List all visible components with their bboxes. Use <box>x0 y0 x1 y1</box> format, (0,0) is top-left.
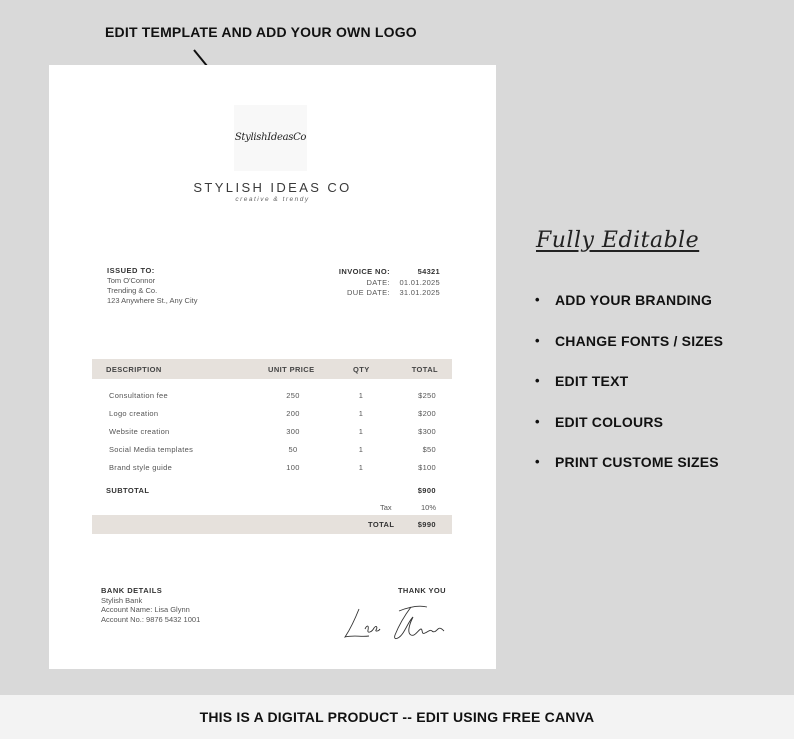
feature-item: • CHANGE FONTS / SIZES <box>535 333 723 374</box>
table-row <box>92 463 452 475</box>
due-date-label: DUE DATE: <box>346 288 390 297</box>
col-unit-price-header: UNIT PRICE <box>268 365 315 374</box>
cell-unit-price: 200 <box>286 409 300 418</box>
cell-qty: 1 <box>358 409 364 418</box>
issued-to-line: 123 Anywhere St., Any City <box>107 296 198 305</box>
total-label: TOTAL <box>368 520 395 529</box>
bank-line: Stylish Bank <box>101 595 143 605</box>
signature-icon <box>339 599 454 644</box>
bank-line: Account No.: 9876 5432 1001 <box>101 614 201 624</box>
cell-qty: 1 <box>358 427 364 436</box>
feature-list <box>535 292 723 495</box>
date-label: DATE: <box>366 277 390 287</box>
cell-total: $200 <box>418 409 436 418</box>
issued-to-line: Tom O'Connor <box>107 276 156 285</box>
cell-description: Website creation <box>109 427 170 436</box>
cell-qty: 1 <box>358 391 364 400</box>
cell-total: $50 <box>422 445 436 454</box>
invoice-no-label: INVOICE NO: <box>338 267 390 276</box>
col-qty-header: QTY <box>353 365 370 374</box>
feature-item: • EDIT TEXT <box>535 373 723 414</box>
issued-to-block <box>107 266 197 306</box>
tax-label: Tax <box>380 503 392 512</box>
cell-unit-price: 300 <box>286 427 300 436</box>
invoice-no-value: 54321 <box>417 267 440 276</box>
thank-you-label: THANK YOU <box>397 586 446 595</box>
fully-editable-title: Fully Editable <box>536 228 700 253</box>
table-header <box>92 359 452 379</box>
feature-item: • PRINT CUSTOME SIZES <box>535 454 723 495</box>
company-tagline: creative & trendy <box>235 196 310 203</box>
bank-details-label: BANK DETAILS <box>101 586 163 595</box>
table-row <box>92 445 452 457</box>
cell-description: Brand style guide <box>109 463 173 472</box>
feature-item: • ADD YOUR BRANDING <box>535 292 723 333</box>
cell-qty: 1 <box>358 463 364 472</box>
bank-details <box>101 586 200 624</box>
invoice-page <box>49 65 496 669</box>
company-name: STYLISH IDEAS CO <box>193 180 352 195</box>
date-value: 01.01.2025 <box>399 277 440 287</box>
subtotal-label: SUBTOTAL <box>106 486 150 495</box>
col-total-header: TOTAL <box>411 365 438 374</box>
cell-unit-price: 250 <box>286 391 300 400</box>
cell-total: $250 <box>418 391 436 400</box>
cell-unit-price: 100 <box>286 463 300 472</box>
cell-description: Logo creation <box>109 409 159 418</box>
cell-unit-price: 50 <box>288 445 298 454</box>
cell-qty: 1 <box>358 445 364 454</box>
due-date-value: 31.01.2025 <box>399 288 440 297</box>
logo-text: StylishIdeasCo <box>234 132 307 143</box>
col-description-header: DESCRIPTION <box>106 365 162 374</box>
total-row <box>92 515 452 534</box>
cell-total: $300 <box>418 427 436 436</box>
feature-item: • EDIT COLOURS <box>535 414 723 455</box>
subtotal-value: $900 <box>417 486 436 495</box>
total-value: $990 <box>417 520 436 529</box>
cell-description: Social Media templates <box>109 445 194 454</box>
cell-total: $100 <box>418 463 436 472</box>
logo-placeholder[interactable] <box>234 105 307 171</box>
table-row <box>92 391 452 403</box>
issued-to-line: Trending & Co. <box>107 286 158 295</box>
table-row <box>92 409 452 421</box>
bank-line: Account Name: Lisa Glynn <box>101 605 190 614</box>
tax-value: 10% <box>420 503 436 512</box>
top-caption: EDIT TEMPLATE AND ADD YOUR OWN LOGO <box>105 24 417 40</box>
footer-text: THIS IS A DIGITAL PRODUCT -- EDIT USING FREE CANVA <box>199 709 595 725</box>
table-row <box>92 427 452 439</box>
cell-description: Consultation fee <box>109 391 169 400</box>
issued-to-label: ISSUED TO: <box>107 266 155 275</box>
invoice-meta <box>320 267 440 299</box>
footer-bar <box>0 695 794 739</box>
